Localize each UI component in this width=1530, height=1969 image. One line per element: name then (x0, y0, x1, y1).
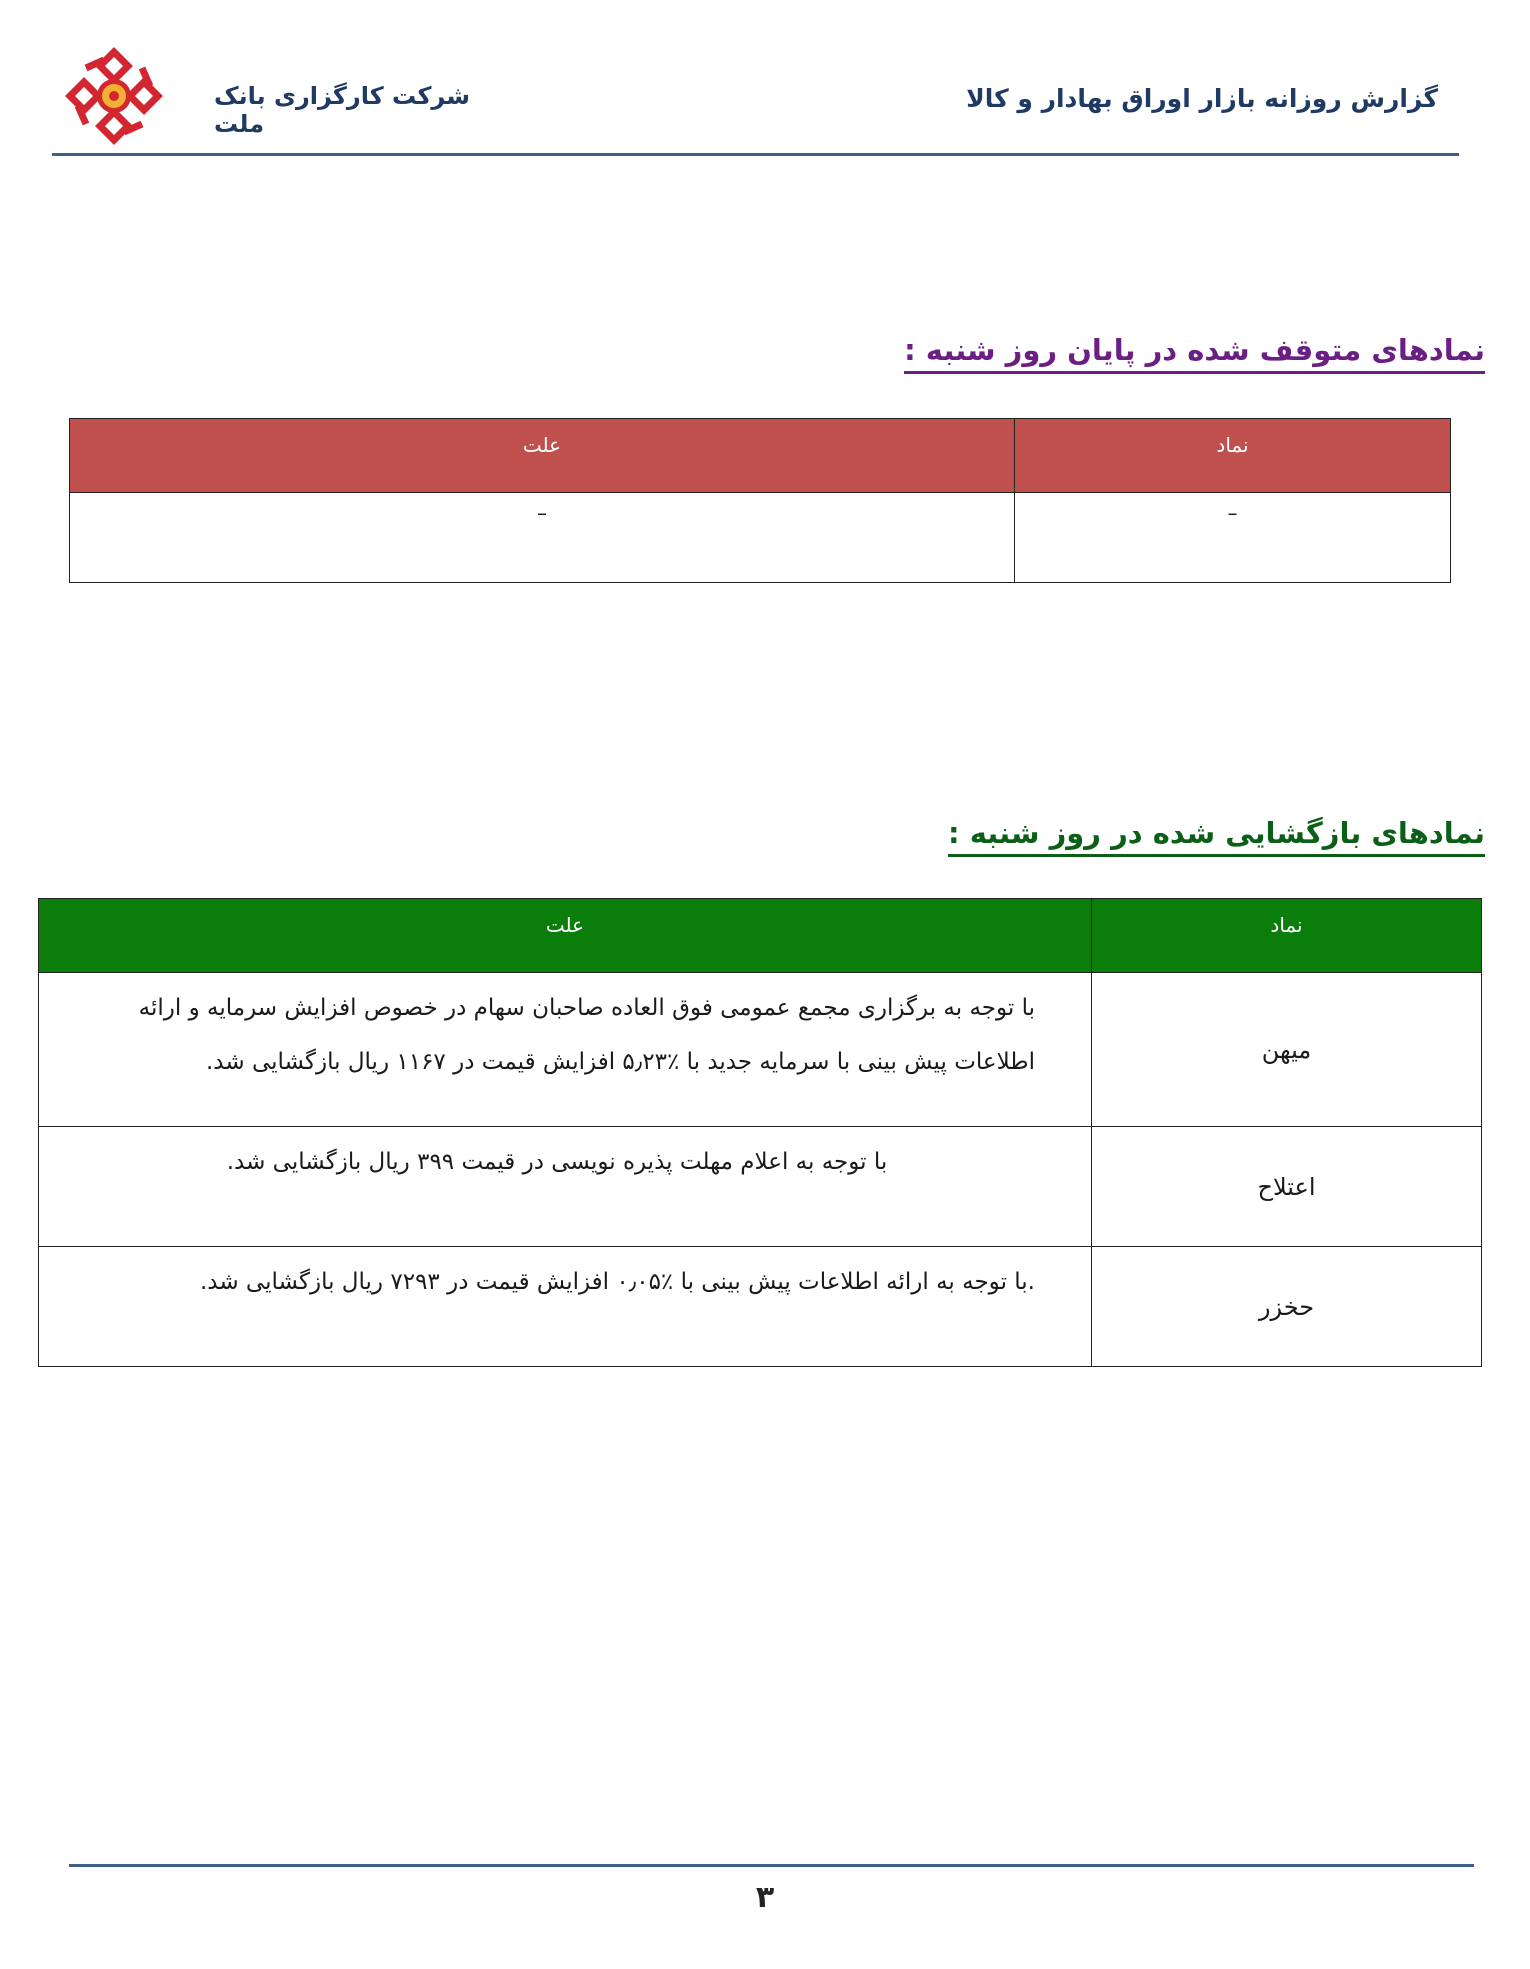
symbol-cell: – (1015, 493, 1451, 583)
halted-symbols-heading: نمادهای متوقف شده در پایان روز شنبه : (904, 333, 1485, 374)
column-header-reason: علت (39, 899, 1092, 973)
reason-line: اطلاعات پیش بینی با سرمایه جدید با ٪۵٫۲۳ افزایش قیمت در ۱۱۶۷ ریال بازگشایی شد. (205, 1049, 1035, 1075)
page-number: ۳ (755, 1880, 775, 1915)
table-header-row (70, 419, 1451, 493)
symbol-cell: حخزر (1092, 1247, 1482, 1367)
report-title: گزارش روزانه بازار اوراق بهادار و کالا (966, 84, 1438, 113)
reason-cell: – (70, 493, 1015, 583)
reason-line: با توجه به برگزاری مجمع عمومی فوق العاده صاحبان سهام در خصوص افزایش سرمایه و ارائه (138, 995, 1035, 1021)
reason-cell (39, 1247, 1092, 1367)
header-divider (52, 153, 1459, 156)
reopened-symbols-table (38, 898, 1482, 1367)
table-row (70, 493, 1451, 583)
table-row (39, 1247, 1482, 1367)
table-header-row (39, 899, 1482, 973)
column-header-reason: علت (70, 419, 1015, 493)
column-header-symbol: نماد (1092, 899, 1482, 973)
reason-line: .با توجه به ارائه اطلاعات پیش بینی با ٪۰٫۰۵ افزایش قیمت در ۷۲۹۳ ریال بازگشایی شد. (199, 1269, 1035, 1295)
reason-cell (39, 1127, 1092, 1247)
footer-divider (69, 1864, 1474, 1867)
reason-line: با توجه به اعلام مهلت پذیره نویسی در قیمت ۳۹۹ ریال بازگشایی شد. (226, 1149, 888, 1175)
reopened-symbols-heading: نمادهای بازگشایی شده در روز شنبه : (948, 816, 1485, 857)
symbol-cell: اعتلاح (1092, 1127, 1482, 1247)
halted-symbols-table (69, 418, 1451, 583)
company-name: شرکت کارگزاری بانک ملت (214, 82, 470, 138)
bank-mellat-logo-icon (64, 46, 164, 146)
column-header-symbol: نماد (1015, 419, 1451, 493)
table-row (39, 1127, 1482, 1247)
table-row (39, 973, 1482, 1127)
symbol-cell: میهن (1092, 973, 1482, 1127)
reason-cell (39, 973, 1092, 1127)
